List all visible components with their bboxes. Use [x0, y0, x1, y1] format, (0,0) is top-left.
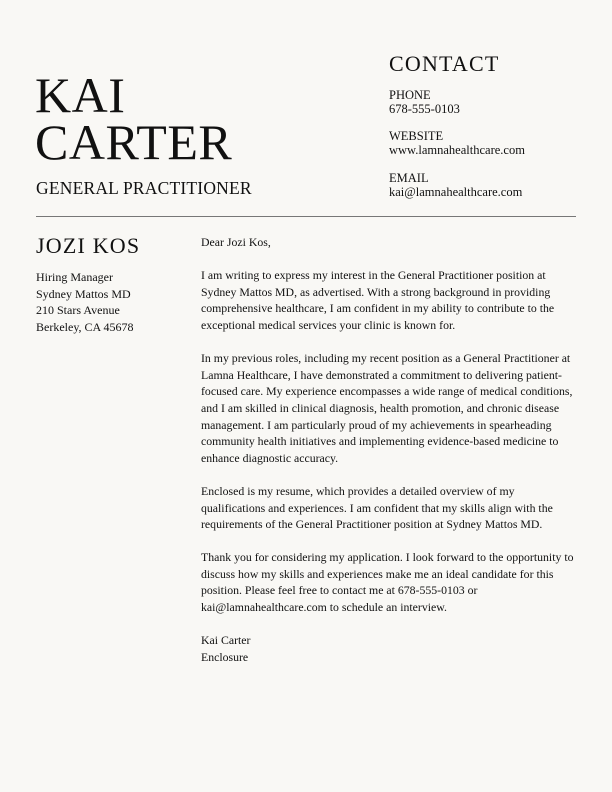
- last-name: CARTER: [35, 114, 233, 170]
- contact-website: [389, 129, 525, 157]
- recipient-name: JOZI KOS: [36, 233, 141, 258]
- salutation: Dear Jozi Kos,: [201, 235, 271, 249]
- website-value: www.lamnahealthcare.com: [389, 143, 525, 157]
- paragraph: Enclosed is my resume, which provides a detailed overview of my qualifications and experiences. I am confident that my skills align with the requirements of the General Practitioner position at Sydney Mattos MD.: [201, 483, 553, 532]
- contact-heading: CONTACT: [389, 51, 500, 76]
- recipient-line: Hiring Manager: [36, 270, 113, 284]
- letter-body: [201, 234, 579, 665]
- contact-email: [389, 171, 522, 199]
- recipient-line: 210 Stars Avenue: [36, 303, 120, 318]
- phone-value: 678-555-0103: [389, 102, 460, 116]
- recipient-line: Berkeley, CA 45678: [36, 319, 134, 334]
- website-label: WEBSITE: [389, 129, 444, 143]
- job-title: GENERAL PRACTITIONER: [36, 178, 252, 198]
- signature: Kai Carter: [201, 633, 251, 648]
- paragraph: Thank you for considering my application. I look forward to the opportunity to discuss how my skills and experiences make me an ideal candidate for this position. Please feel free to contact me at 678-555-0103 or kai@lamnahealthcare.com to schedule an interview.: [201, 550, 574, 615]
- first-name: KAI: [35, 67, 126, 123]
- paragraph: In my previous roles, including my recent position as a General Practitioner at Lamna Healthcare, I have demonstrated a commitment to delivering patient-focused care. My experience encompasses a wide range of medical conditions, and I am skilled in clinical diagnosis, health promotion, and chronic disease management. I am particularly proud of my achievements in spearheading community health initiatives and implementing evidence-based medicine to enhance diagnostic accuracy.: [201, 351, 573, 465]
- email-value: kai@lamnahealthcare.com: [389, 185, 523, 199]
- recipient-address: [36, 269, 134, 335]
- enclosure: Enclosure: [201, 649, 249, 664]
- contact-phone: [389, 88, 460, 116]
- divider: [36, 216, 576, 217]
- applicant-name: [35, 67, 233, 170]
- phone-label: PHONE: [389, 88, 431, 102]
- email-label: EMAIL: [389, 171, 429, 185]
- recipient-line: Sydney Mattos MD: [36, 286, 131, 301]
- paragraph: I am writing to express my interest in the General Practitioner position at Sydney Mattos MD, as advertised. With a strong background in providing comprehensive healthcare, I am confident in my ability to contribute to the exceptional medical services your clinic is known for.: [201, 268, 555, 332]
